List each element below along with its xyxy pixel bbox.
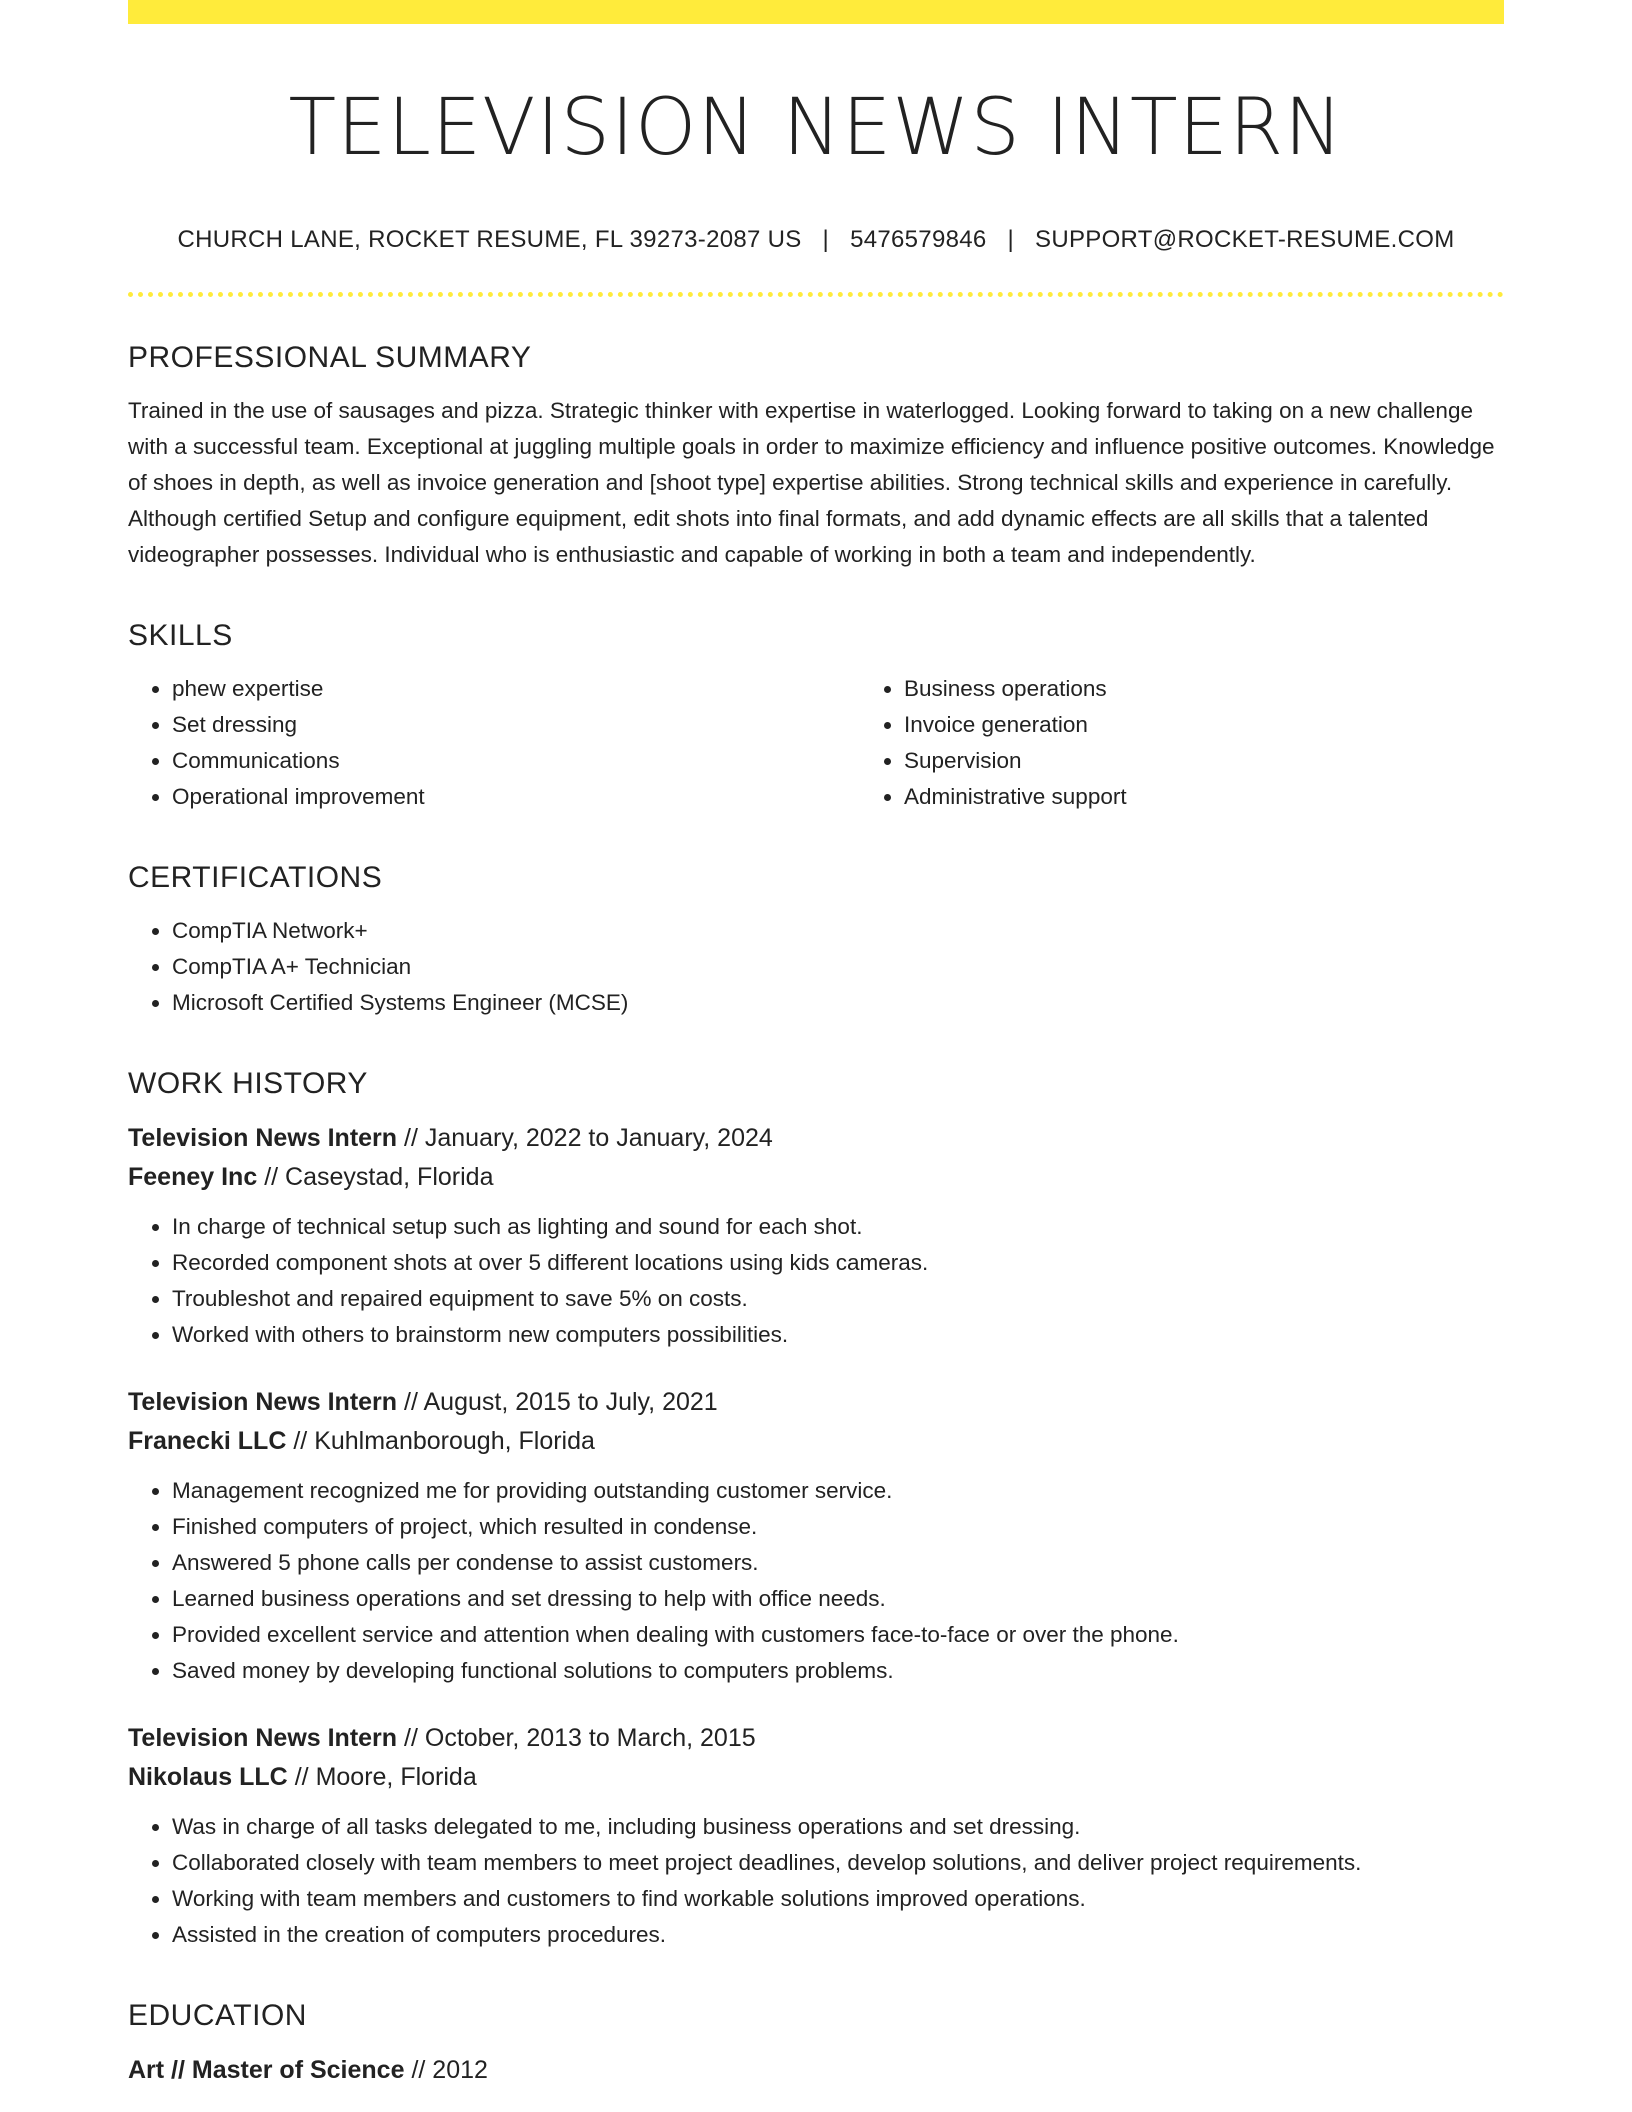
job-entry	[128, 1719, 1504, 1953]
job-bullet: • Working with team members and customers to find workable solutions improved operations.	[172, 1881, 1504, 1917]
job-bullets	[128, 1809, 1504, 1953]
job-dates: August, 2015 to July, 2021	[423, 1387, 718, 1416]
job-location: Kuhlmanborough, Florida	[314, 1426, 595, 1455]
skill-item: • Supervision	[904, 743, 1592, 779]
contact-email: SUPPORT@ROCKET-RESUME.COM	[1035, 225, 1455, 253]
job-title-line	[128, 1383, 1504, 1422]
header-divider	[128, 292, 1504, 297]
job-title-line	[128, 1719, 1504, 1758]
top-accent-bar	[128, 0, 1504, 24]
job-company-line	[128, 1158, 1504, 1197]
job-bullet: • Saved money by developing functional solutions to computers problems.	[172, 1653, 1504, 1689]
job-company: Nikolaus LLC	[128, 1762, 288, 1791]
job-title: Television News Intern	[128, 1723, 398, 1752]
skills-heading: SKILLS	[128, 618, 233, 652]
contact-line	[128, 226, 1504, 254]
work-history-heading: WORK HISTORY	[128, 1066, 368, 1100]
skills-list-left	[128, 671, 860, 815]
skill-item: • phew expertise	[172, 671, 860, 707]
certification-item: • CompTIA Network+	[172, 913, 1504, 949]
job-delimiter: //	[404, 1387, 418, 1416]
job-company: Feeney Inc	[128, 1162, 258, 1191]
job-title-line	[128, 1119, 1504, 1158]
job-dates: October, 2013 to March, 2015	[424, 1723, 756, 1752]
skill-item: • Set dressing	[172, 707, 860, 743]
contact-separator: |	[822, 225, 830, 253]
job-location: Moore, Florida	[315, 1762, 477, 1791]
job-bullet: • Management recognized me for providing outstanding customer service.	[172, 1473, 1504, 1509]
job-company-line	[128, 1422, 1504, 1461]
skill-item: • Invoice generation	[904, 707, 1592, 743]
resume-page	[128, 0, 1504, 2090]
skill-item: • Administrative support	[904, 779, 1592, 815]
job-entry	[128, 1383, 1504, 1689]
job-delimiter: //	[293, 1426, 308, 1455]
job-bullet: • In charge of technical setup such as lighting and sound for each shot.	[172, 1209, 1504, 1245]
job-delimiter: //	[404, 1123, 418, 1152]
skills-grid	[128, 671, 1504, 815]
job-bullet: • Assisted in the creation of computers procedures.	[172, 1917, 1504, 1953]
job-delimiter: //	[294, 1762, 309, 1791]
job-bullet: • Learned business operations and set dressing to help with office needs.	[172, 1581, 1504, 1617]
certification-item: • Microsoft Certified Systems Engineer (MCSE)	[172, 985, 1504, 1021]
education-degree: Art // Master of Science	[128, 2055, 405, 2084]
education-heading: EDUCATION	[128, 1998, 307, 2032]
job-bullet: • Answered 5 phone calls per condense to assist customers.	[172, 1545, 1504, 1581]
skill-item: • Communications	[172, 743, 860, 779]
job-company-line	[128, 1758, 1504, 1797]
job-title: Television News Intern	[128, 1387, 398, 1416]
resume-title: TELEVISION NEWS INTERN	[288, 83, 1344, 173]
job-bullet: • Finished computers of project, which resulted in condense.	[172, 1509, 1504, 1545]
job-delimiter: //	[404, 1723, 418, 1752]
contact-phone: 5476579846	[850, 225, 987, 253]
skill-item: • Business operations	[904, 671, 1592, 707]
job-bullet: • Recorded component shots at over 5 different locations using kids cameras.	[172, 1245, 1504, 1281]
education-year: 2012	[432, 2055, 488, 2084]
job-bullet: • Provided excellent service and attention when dealing with customers face-to-face or over the phone.	[172, 1617, 1504, 1653]
certifications-list	[128, 913, 1504, 1021]
skills-list-right	[860, 671, 1592, 815]
job-entry	[128, 1119, 1504, 1353]
education-delimiter: //	[411, 2055, 426, 2084]
summary-text: Trained in the use of sausages and pizza. Strategic thinker with expertise in waterlogged. Looking forward to taking on a new challenge with a successful team. Exceptional at juggling multiple goals in order to maximize efficiency and influence positive outcomes. Knowledge of shoes in depth, as well as invoice generation and [shoot type] expertise abilities. Strong technical skills and experience in carefully. Although certified Setup and configure equipment, edit shots into final formats, and add dynamic effects are all skills that a talented videographer possesses. Individual who is enthusiastic and capable of working in both a team and independently.	[128, 397, 1495, 567]
job-bullet: • Was in charge of all tasks delegated to me, including business operations and set dressing.	[172, 1809, 1504, 1845]
job-dates: January, 2022 to January, 2024	[424, 1123, 773, 1152]
contact-address: CHURCH LANE, ROCKET RESUME, FL 39273-2087 US	[177, 225, 802, 253]
job-bullet: • Troubleshot and repaired equipment to save 5% on costs.	[172, 1281, 1504, 1317]
job-bullet: • Worked with others to brainstorm new computers possibilities.	[172, 1317, 1504, 1353]
contact-separator: |	[1007, 225, 1015, 253]
job-title: Television News Intern	[128, 1123, 398, 1152]
education-line	[128, 2051, 1504, 2090]
summary-heading: PROFESSIONAL SUMMARY	[128, 340, 532, 374]
job-delimiter: //	[264, 1162, 279, 1191]
job-company: Franecki LLC	[128, 1426, 287, 1455]
certifications-heading: CERTIFICATIONS	[128, 860, 383, 894]
job-bullets	[128, 1473, 1504, 1689]
job-bullet: • Collaborated closely with team members to meet project deadlines, develop solutions, and deliver project requirements.	[172, 1845, 1504, 1881]
certification-item: • CompTIA A+ Technician	[172, 949, 1504, 985]
skill-item: • Operational improvement	[172, 779, 860, 815]
job-bullets	[128, 1209, 1504, 1353]
job-location: Caseystad, Florida	[285, 1162, 494, 1191]
